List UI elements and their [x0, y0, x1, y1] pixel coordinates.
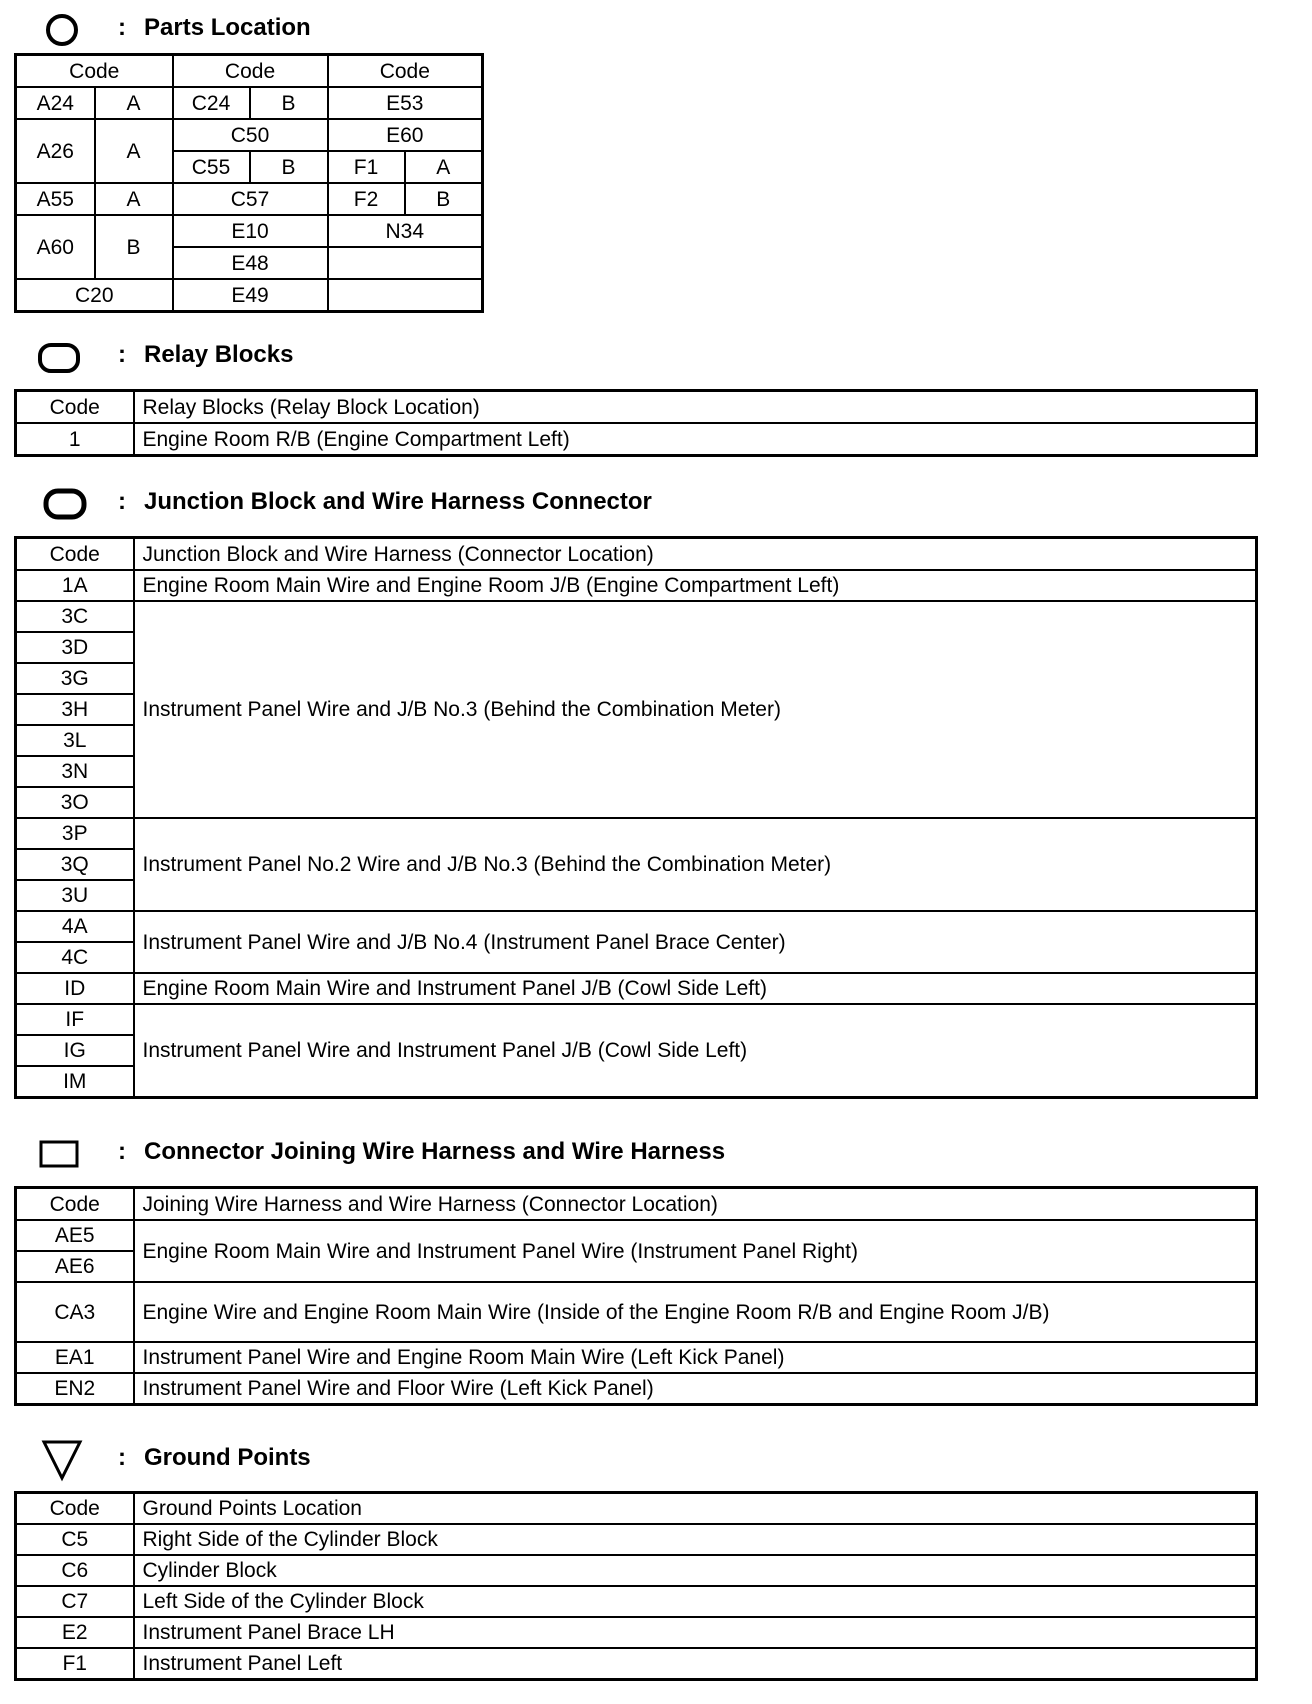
square-icon	[38, 1134, 84, 1174]
header-code: Code	[328, 55, 483, 88]
header-code: Code	[16, 538, 134, 571]
circle-icon	[40, 10, 80, 50]
description-cell: Engine Wire and Engine Room Main Wire (Inside of the Engine Room R/B and Engine Room J/B)	[134, 1282, 1257, 1342]
description-cell: Instrument Panel No.2 Wire and J/B No.3 (Behind the Combination Meter)	[134, 818, 1257, 911]
code-cell: C5	[16, 1524, 134, 1555]
section-colon: :	[118, 488, 126, 515]
header-code: Code	[173, 55, 328, 88]
code-cell: E2	[16, 1617, 134, 1648]
section-title: Ground Points	[144, 1444, 311, 1471]
header-description: Relay Blocks (Relay Block Location)	[134, 391, 1257, 424]
rounded-rect-icon	[36, 337, 82, 377]
header-code: Code	[16, 1493, 134, 1525]
description-cell: Instrument Panel Wire and J/B No.3 (Behind the Combination Meter)	[134, 601, 1257, 818]
section-colon: :	[118, 341, 126, 368]
section-colon: :	[118, 14, 126, 41]
code-cell: E49	[173, 279, 328, 312]
description-cell: Engine Room Main Wire and Engine Room J/B (Engine Compartment Left)	[134, 570, 1257, 601]
code-cell: E48	[173, 247, 328, 279]
code-cell: EN2	[16, 1373, 134, 1405]
code-cell: C6	[16, 1555, 134, 1586]
code-cell: IM	[16, 1066, 134, 1098]
code-cell: N34	[328, 215, 483, 247]
section-title: Relay Blocks	[144, 341, 294, 368]
description-cell: Engine Room Main Wire and Instrument Panel Wire (Instrument Panel Right)	[134, 1220, 1257, 1282]
location-cell: B	[250, 151, 328, 183]
code-cell: 3C	[16, 601, 134, 632]
code-cell: E60	[328, 119, 483, 151]
code-cell: 1A	[16, 570, 134, 601]
code-cell: E10	[173, 215, 328, 247]
code-cell: AE5	[16, 1220, 134, 1251]
code-cell: 3L	[16, 725, 134, 756]
section-colon: :	[118, 1138, 126, 1165]
code-cell: 1	[16, 423, 134, 456]
description-cell: Instrument Panel Wire and Engine Room Main Wire (Left Kick Panel)	[134, 1342, 1257, 1373]
code-cell: F1	[328, 151, 405, 183]
code-cell: 3O	[16, 787, 134, 818]
description-cell: Engine Room Main Wire and Instrument Panel J/B (Cowl Side Left)	[134, 973, 1257, 1004]
code-cell: EA1	[16, 1342, 134, 1373]
ground-points-table	[14, 1491, 1258, 1681]
code-cell: C7	[16, 1586, 134, 1617]
code-cell: A26	[16, 119, 95, 183]
junction-block-table	[14, 536, 1258, 1099]
relay-blocks-table	[14, 389, 1258, 457]
code-cell: A24	[16, 87, 95, 119]
code-cell: C57	[173, 183, 328, 215]
code-cell: 3P	[16, 818, 134, 849]
code-cell: 3D	[16, 632, 134, 663]
parts-location-table	[14, 53, 484, 313]
section-title: Junction Block and Wire Harness Connector	[144, 488, 652, 515]
code-cell: C55	[173, 151, 250, 183]
code-cell: AE6	[16, 1251, 134, 1282]
location-cell: B	[405, 183, 483, 215]
empty-cell	[328, 247, 483, 279]
code-cell: CA3	[16, 1282, 134, 1342]
code-cell: 3H	[16, 694, 134, 725]
code-cell: A60	[16, 215, 95, 279]
description-cell: Instrument Panel Brace LH	[134, 1617, 1257, 1648]
code-cell: C50	[173, 119, 328, 151]
code-cell: 4A	[16, 911, 134, 942]
code-cell: C24	[173, 87, 250, 119]
rounded-rect-bold-icon	[42, 484, 88, 524]
code-cell: 3Q	[16, 849, 134, 880]
header-description: Ground Points Location	[134, 1493, 1257, 1525]
empty-cell	[328, 279, 483, 312]
connector-joining-table	[14, 1186, 1258, 1406]
header-description: Junction Block and Wire Harness (Connector Location)	[134, 538, 1257, 571]
location-cell: B	[250, 87, 328, 119]
code-cell: C20	[16, 279, 173, 312]
location-cell: A	[95, 183, 173, 215]
location-cell: B	[95, 215, 173, 279]
description-cell: Instrument Panel Wire and Floor Wire (Left Kick Panel)	[134, 1373, 1257, 1405]
section-colon: :	[118, 1444, 126, 1471]
code-cell: 4C	[16, 942, 134, 973]
code-cell: 3G	[16, 663, 134, 694]
code-cell: ID	[16, 973, 134, 1004]
location-cell: A	[95, 119, 173, 183]
code-cell: IF	[16, 1004, 134, 1035]
header-code: Code	[16, 55, 173, 88]
description-cell: Instrument Panel Wire and Instrument Panel J/B (Cowl Side Left)	[134, 1004, 1257, 1098]
description-cell: Instrument Panel Wire and J/B No.4 (Instrument Panel Brace Center)	[134, 911, 1257, 973]
code-cell: F2	[328, 183, 405, 215]
code-cell: A55	[16, 183, 95, 215]
header-code: Code	[16, 391, 134, 424]
code-cell: IG	[16, 1035, 134, 1066]
header-code: Code	[16, 1188, 134, 1221]
location-cell: A	[95, 87, 173, 119]
code-cell: F1	[16, 1648, 134, 1680]
description-cell: Right Side of the Cylinder Block	[134, 1524, 1257, 1555]
section-title: Connector Joining Wire Harness and Wire Harness	[144, 1138, 726, 1165]
code-cell: 3U	[16, 880, 134, 911]
location-cell: A	[405, 151, 483, 183]
description-cell: Engine Room R/B (Engine Compartment Left)	[134, 423, 1257, 456]
triangle-down-icon	[40, 1436, 86, 1482]
description-cell: Cylinder Block	[134, 1555, 1257, 1586]
code-cell: 3N	[16, 756, 134, 787]
header-description: Joining Wire Harness and Wire Harness (Connector Location)	[134, 1188, 1257, 1221]
description-cell: Instrument Panel Left	[134, 1648, 1257, 1680]
description-cell: Left Side of the Cylinder Block	[134, 1586, 1257, 1617]
section-title: Parts Location	[144, 14, 311, 41]
code-cell: E53	[328, 87, 483, 119]
